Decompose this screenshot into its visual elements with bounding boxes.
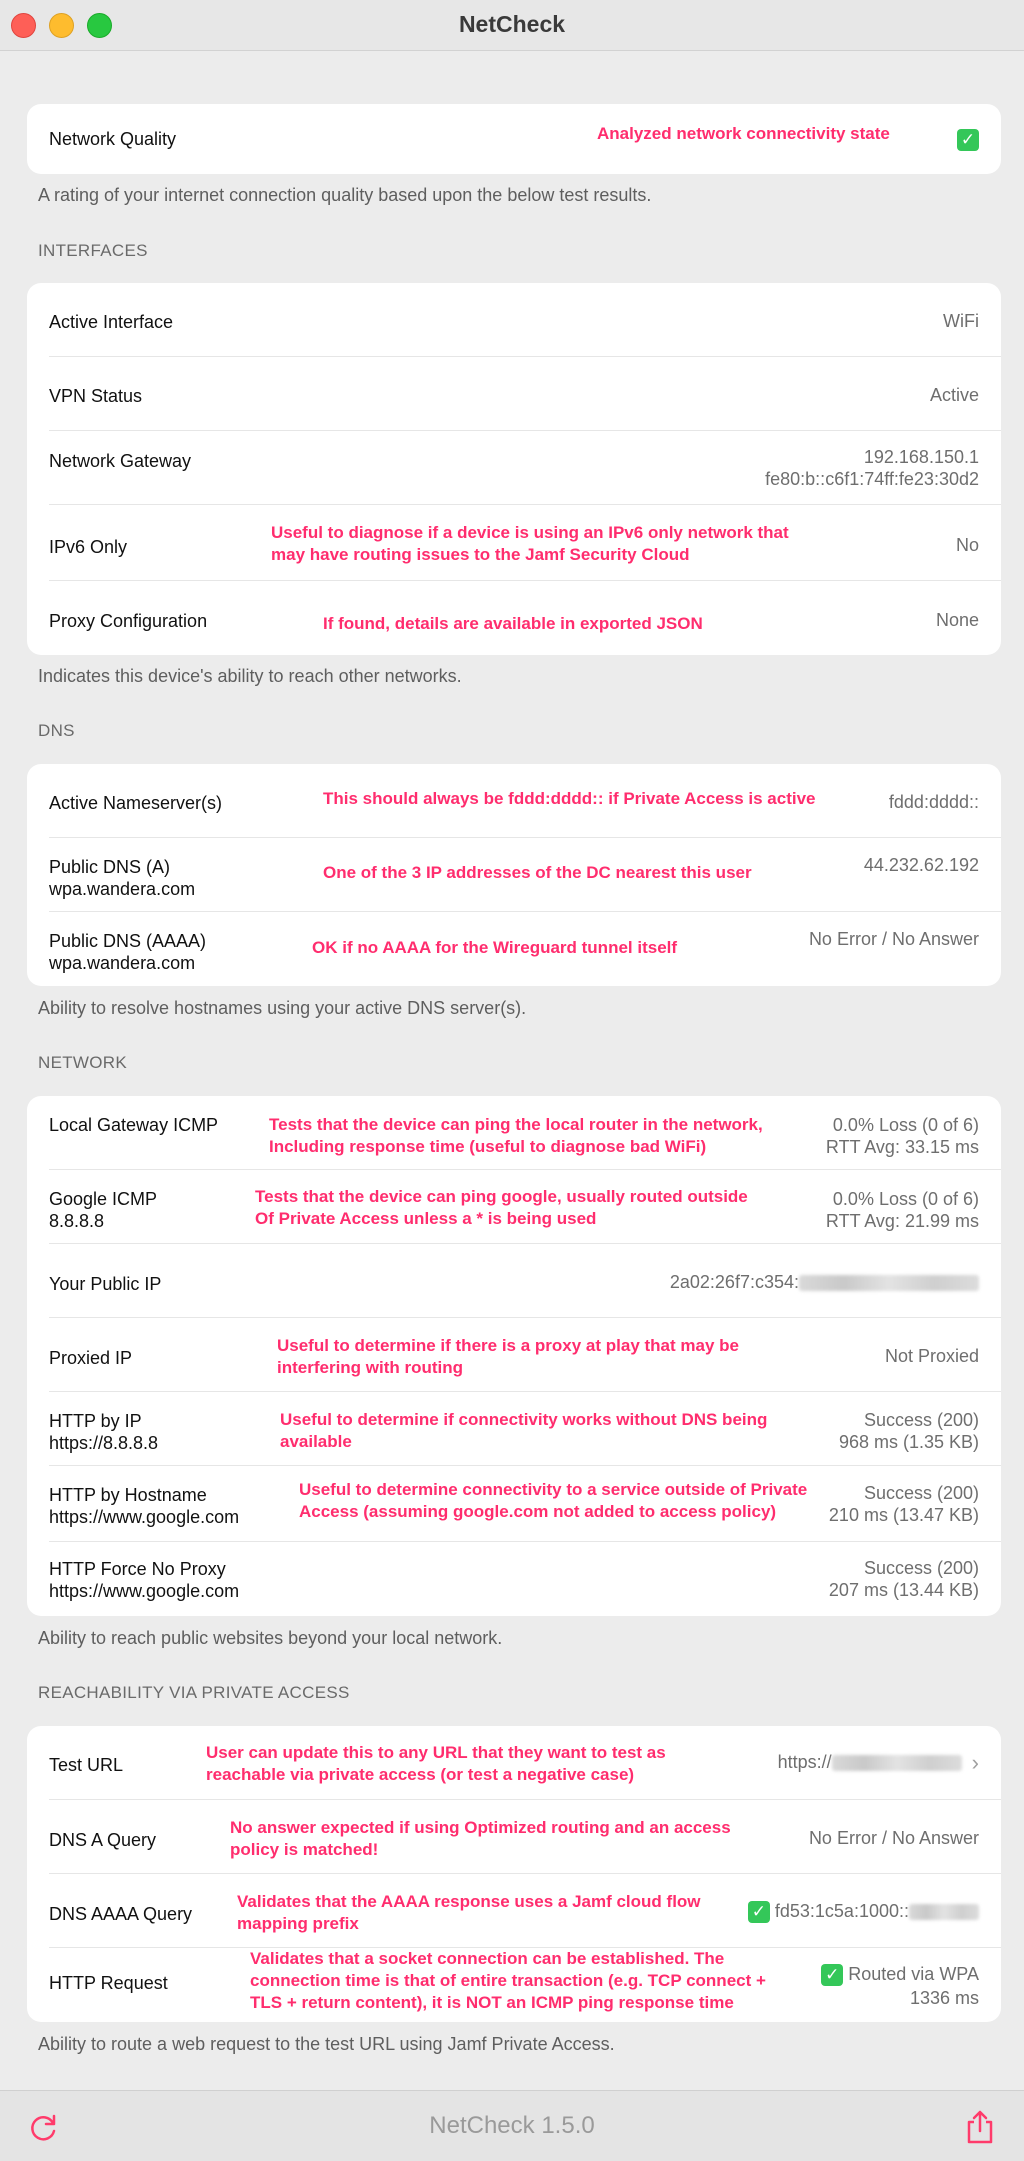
row-value: Success (200) [863, 1410, 979, 1430]
row-label-secondary: wpa.wandera.com [49, 879, 196, 899]
row-note: connection time is that of entire transaction (e.g. TCP connect + [250, 1971, 766, 1990]
bottom-toolbar [0, 2090, 1024, 2161]
public-ip-text: 2a02:26f7:c354: [669, 1272, 799, 1292]
row-value: Active [929, 385, 979, 405]
row-label: DNS AAAA Query [49, 1904, 193, 1924]
interface-row-vpn [27, 357, 1001, 431]
test-url-text: https:// [777, 1752, 832, 1772]
row-note: User can update this to any URL that they want to test as [206, 1743, 666, 1762]
row-value: None [935, 610, 979, 630]
row-note: If found, details are available in exported JSON [323, 614, 703, 633]
row-value: 0.0% Loss (0 of 6) [832, 1115, 979, 1135]
title-bar [0, 0, 1024, 51]
network-caption: Ability to reach public websites beyond your local network. [38, 1628, 503, 1648]
row-value-secondary: 1336 ms [909, 1988, 979, 2008]
redacted-block [832, 1755, 962, 1771]
network-row-google-icmp [27, 1170, 1001, 1244]
row-note: interfering with routing [277, 1358, 464, 1377]
row-value: WiFi [943, 311, 979, 331]
redacted-block [909, 1904, 979, 1920]
network-row-public-ip [27, 1244, 1001, 1318]
row-value-secondary: 968 ms (1.35 KB) [838, 1432, 979, 1452]
row-label: Public DNS (A) [49, 857, 171, 877]
row-label: Test URL [49, 1755, 124, 1775]
row-value: 44.232.62.192 [863, 855, 979, 875]
private-access-header: REACHABILITY VIA PRIVATE ACCESS [38, 1683, 350, 1702]
row-note: No answer expected if using Optimized routing and an access [230, 1818, 731, 1837]
interface-row-proxy [27, 581, 1001, 655]
row-label: Google ICMP [49, 1189, 158, 1209]
row-value [748, 1900, 979, 1923]
row-note: TLS + return content), it is NOT an ICMP ping response time [250, 1993, 734, 2012]
row-note: available [280, 1432, 352, 1451]
row-value-secondary: 207 ms (13.44 KB) [828, 1580, 979, 1600]
row-note: OK if no AAAA for the Wireguard tunnel itself [312, 938, 678, 957]
row-value-secondary: RTT Avg: 21.99 ms [825, 1211, 979, 1231]
row-note: Of Private Access unless a * is being used [255, 1209, 597, 1228]
check-icon: ✓ [957, 129, 979, 151]
row-label: Active Interface [49, 312, 174, 332]
row-value [821, 1963, 979, 1986]
network-quality-card [27, 104, 1001, 174]
row-label: HTTP Force No Proxy [49, 1559, 226, 1579]
dns-caption: Ability to resolve hostnames using your active DNS server(s). [38, 998, 527, 1018]
network-row-proxied-ip [27, 1318, 1001, 1392]
row-label: HTTP by Hostname [49, 1485, 207, 1505]
pa-row-http-request [27, 1948, 1001, 2022]
row-note: Tests that the device can ping the local router in the network, [269, 1115, 763, 1134]
test-url-value[interactable] [778, 1751, 979, 1774]
row-note: reachable via private access (or test a negative case) [206, 1765, 635, 1784]
row-value: 192.168.150.1 [863, 447, 979, 467]
network-row-http-ip [27, 1392, 1001, 1466]
private-access-card [27, 1726, 1001, 2022]
check-icon: ✓ [821, 1964, 843, 1986]
network-header: NETWORK [38, 1053, 127, 1072]
http-request-status: Routed via WPA [848, 1964, 979, 1984]
interface-row-ipv6 [27, 505, 1001, 581]
row-label: Active Nameserver(s) [49, 793, 223, 813]
redacted-block [799, 1275, 979, 1291]
row-value: No Error / No Answer [808, 1828, 979, 1848]
network-card [27, 1096, 1001, 1616]
row-label-secondary: https://www.google.com [49, 1581, 240, 1601]
network-quality-label: Network Quality [49, 129, 177, 149]
row-note: Useful to determine if there is a proxy at play that may be [277, 1336, 739, 1355]
interfaces-card [27, 283, 1001, 655]
network-quality-caption: A rating of your internet connection quality based upon the below test results. [38, 185, 652, 205]
aaaa-value-text: fd53:1c5a:1000:: [774, 1901, 909, 1921]
interface-row-active [27, 283, 1001, 357]
row-note: Useful to determine if connectivity works without DNS being [280, 1410, 768, 1429]
private-access-caption: Ability to route a web request to the test URL using Jamf Private Access. [38, 2034, 615, 2054]
row-label: Proxy Configuration [49, 611, 208, 631]
row-value: No [955, 535, 979, 555]
row-label-secondary: 8.8.8.8 [49, 1211, 105, 1231]
row-note: Validates that the AAAA response uses a Jamf cloud flow [237, 1892, 701, 1911]
pa-row-dns-a [27, 1800, 1001, 1874]
row-label: Local Gateway ICMP [49, 1115, 219, 1135]
row-label-secondary: https://8.8.8.8 [49, 1433, 159, 1453]
pa-row-dns-aaaa [27, 1874, 1001, 1948]
row-label-secondary: https://www.google.com [49, 1507, 240, 1527]
row-label: HTTP by IP [49, 1411, 142, 1431]
share-icon[interactable] [964, 2109, 996, 2145]
row-value-secondary: RTT Avg: 33.15 ms [825, 1137, 979, 1157]
row-note: mapping prefix [237, 1914, 359, 1933]
check-icon: ✓ [748, 1901, 770, 1923]
row-label: Your Public IP [49, 1274, 162, 1294]
row-value: No Error / No Answer [808, 929, 979, 949]
row-note: Access (assuming google.com not added to access policy) [299, 1502, 777, 1521]
window-title: NetCheck [458, 11, 566, 37]
interfaces-header: INTERFACES [38, 241, 148, 260]
chevron-right-icon: › [971, 1750, 979, 1776]
dns-row-nameservers [27, 764, 1001, 838]
row-value: Not Proxied [884, 1346, 979, 1366]
row-label-secondary: wpa.wandera.com [49, 953, 196, 973]
row-note: This should always be fddd:dddd:: if Private Access is active [323, 789, 816, 808]
pa-row-test-url[interactable] [27, 1726, 1001, 1800]
dns-header: DNS [38, 721, 75, 740]
row-value-secondary: 210 ms (13.47 KB) [828, 1505, 979, 1525]
row-label: Public DNS (AAAA) [49, 931, 207, 951]
row-value: 0.0% Loss (0 of 6) [832, 1189, 979, 1209]
network-quality-note: Analyzed network connectivity state [597, 124, 890, 143]
row-note: Including response time (useful to diagnose bad WiFi) [269, 1137, 707, 1156]
row-note: may have routing issues to the Jamf Security Cloud [271, 545, 690, 564]
row-value [670, 1271, 979, 1293]
row-label: IPv6 Only [49, 537, 128, 557]
network-row-http-noproxy [27, 1542, 1001, 1616]
row-label: HTTP Request [49, 1973, 168, 1993]
dns-row-public-a [27, 838, 1001, 912]
row-label: Network Gateway [49, 451, 192, 471]
row-label: Proxied IP [49, 1348, 133, 1368]
row-value: fddd:dddd:: [888, 792, 979, 812]
app-version: NetCheck 1.5.0 [429, 2112, 595, 2139]
row-note: Validates that a socket connection can be established. The [250, 1949, 725, 1968]
network-quality-row[interactable] [27, 104, 1001, 174]
network-quality-status [957, 128, 979, 151]
row-value: Success (200) [863, 1558, 979, 1578]
dns-row-public-aaaa [27, 912, 1001, 986]
row-note: policy is matched! [230, 1840, 379, 1859]
row-value: Success (200) [863, 1483, 979, 1503]
network-row-http-hostname [27, 1466, 1001, 1542]
dns-card [27, 764, 1001, 986]
network-row-local-icmp [27, 1096, 1001, 1170]
row-note: Useful to diagnose if a device is using an IPv6 only network that [271, 523, 789, 542]
row-note: One of the 3 IP addresses of the DC nearest this user [323, 863, 752, 882]
row-label: VPN Status [49, 386, 143, 406]
row-note: Useful to determine connectivity to a service outside of Private [299, 1480, 808, 1499]
row-value-secondary: fe80:b::c6f1:74ff:fe23:30d2 [765, 469, 979, 489]
row-label: DNS A Query [49, 1830, 157, 1850]
interface-row-gateway [27, 431, 1001, 505]
row-note: Tests that the device can ping google, usually routed outside [255, 1187, 748, 1206]
interfaces-caption: Indicates this device's ability to reach other networks. [38, 666, 462, 686]
